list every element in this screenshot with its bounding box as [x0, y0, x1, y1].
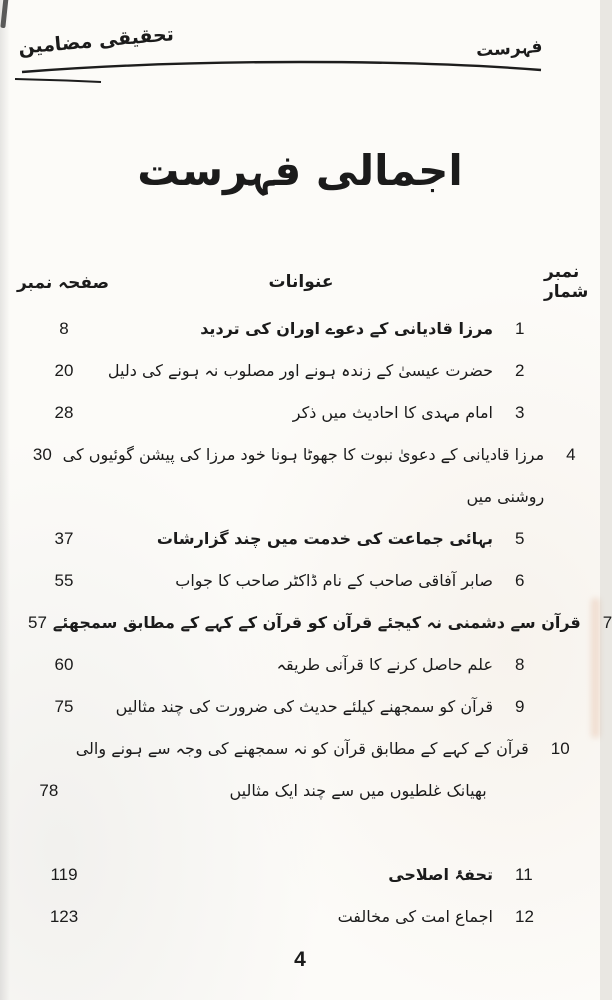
page-number: 78 [39, 781, 59, 800]
footer-page-number: 4 [294, 948, 306, 971]
column-header-page-number: صفحہ نمبر [16, 272, 110, 293]
entry-title: قرآن کے کہے کے مطابق قرآن کو نہ سمجھنے کی وجہ سے ہونے والی [75, 739, 529, 758]
page-number: 55 [54, 571, 74, 590]
page-number: 123 [49, 907, 79, 926]
serial-number: 12 [515, 907, 534, 926]
page-number: 57 [28, 613, 47, 632]
entry-title-continuation: روشنی میں [466, 487, 545, 506]
serial-number: 7 [602, 613, 612, 632]
serial-number: 6 [515, 571, 525, 590]
toc-row [0, 686, 600, 728]
running-header-section-label: فہرست [475, 36, 543, 62]
serial-number: 3 [515, 403, 525, 422]
entry-title: مرزا قادیانی کے دعویٰ نبوت کا جھوٹا ہونا خود مرزا کی پیشن گوئیوں کی [62, 445, 545, 464]
toc-row [0, 518, 600, 560]
header-rule [0, 0, 600, 95]
toc-row [0, 854, 600, 896]
entry-title: بہائی جماعت کی خدمت میں چند گزارشات [156, 529, 493, 548]
page-number: 28 [54, 403, 74, 422]
entry-title: امام مہدی کا احادیث میں ذکر [292, 403, 493, 422]
page-number: 20 [54, 361, 74, 380]
serial-number: 5 [515, 529, 525, 548]
serial-number: 9 [515, 697, 525, 716]
column-header-titles: عنوانات [268, 272, 334, 292]
page-number: 75 [54, 697, 74, 716]
toc-row [0, 896, 600, 938]
page-number: 30 [32, 445, 52, 464]
page-number: 60 [54, 655, 74, 674]
entry-title: حضرت عیسیٰ کے زندہ ہونے اور مصلوب نہ ہونے کی دلیل [107, 361, 493, 380]
entry-title: علم حاصل کرنے کا قرآنی طریقہ [276, 655, 493, 674]
serial-number: 11 [515, 865, 533, 884]
serial-number: 1 [515, 319, 525, 338]
toc-row [0, 560, 600, 602]
page-title: اجمالی فہرست [137, 146, 463, 195]
entry-title-continuation: بھیانک غلطیوں میں سے چند ایک مثالیں [229, 781, 487, 800]
toc-row [0, 350, 600, 392]
entry-title: اجماع امت کی مخالفت [337, 907, 493, 926]
table-of-contents [0, 308, 612, 938]
running-header [0, 0, 600, 90]
page-number: 37 [54, 529, 74, 548]
page-number: 119 [50, 865, 78, 884]
page-number: 8 [59, 319, 69, 338]
column-header-serial-number: نمبر شمار [544, 262, 589, 302]
entry-title: قرآن کو سمجھنے کیلئے حدیث کی ضرورت کی چند مثالیں [115, 697, 493, 716]
toc-row [0, 434, 600, 518]
toc-row [0, 308, 600, 350]
running-header-book-title: تحقیقی مضامین [17, 23, 175, 59]
toc-column-headers [0, 262, 600, 302]
serial-number: 2 [515, 361, 525, 380]
serial-number: 10 [550, 739, 570, 758]
toc-row [0, 728, 600, 854]
entry-title: صابر آفاقی صاحب کے نام ڈاکٹر صاحب کا جواب [175, 571, 493, 590]
entry-title: مرزا قادیانی کے دعوے اوران کی تردید [200, 319, 493, 338]
toc-row [0, 644, 600, 686]
toc-row [0, 392, 600, 434]
serial-number: 4 [566, 445, 576, 464]
entry-title: تحفۂ اصلاحی [388, 865, 493, 884]
serial-number: 8 [515, 655, 525, 674]
toc-row [0, 602, 612, 644]
entry-title: قرآن سے دشمنی نہ کیجئے قرآن کو قرآن کے کہے کے مطابق سمجھئے [52, 613, 581, 632]
